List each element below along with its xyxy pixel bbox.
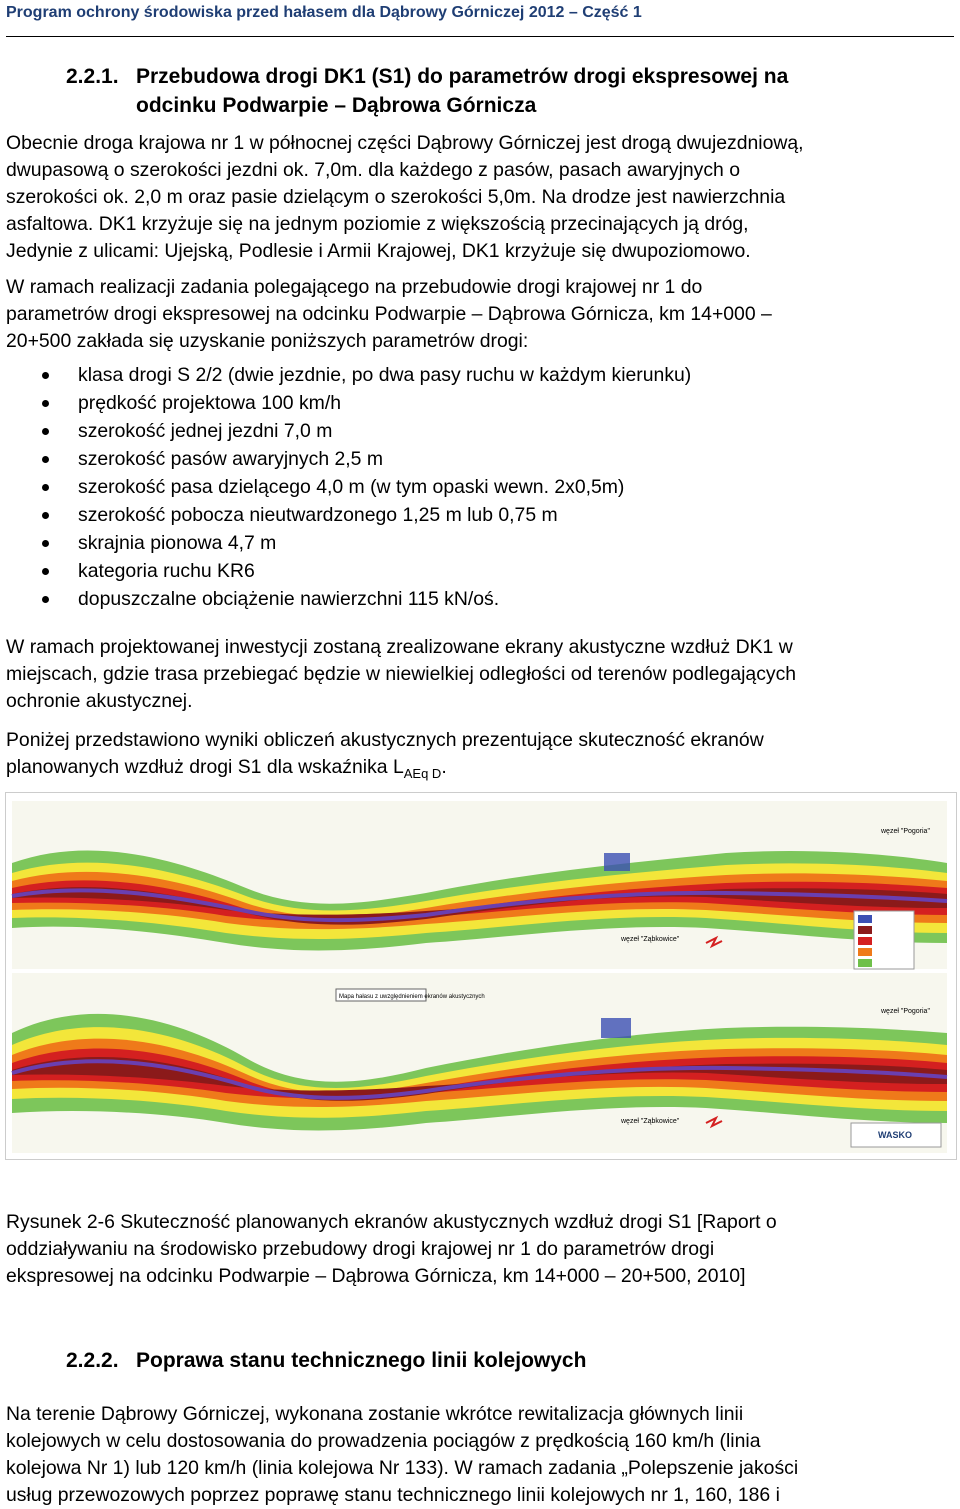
road-parameters-list: [6, 361, 946, 613]
list-item-text: kategoria ruchu KR6: [78, 560, 255, 582]
list-item: [6, 417, 946, 445]
paragraph-results-intro: [6, 727, 956, 787]
paragraph-railway: [6, 1401, 956, 1509]
bullet-icon: [42, 540, 49, 547]
text-line: Jedynie z ulicami: Ujejską, Podlesie i Armii Krajowej, DK1 krzyżuje się dwupoziomowo.: [6, 240, 751, 262]
list-item: [6, 473, 946, 501]
building-cluster: [604, 853, 630, 871]
list-item-text: szerokość pasa dzielącego 4,0 m (w tym opaski wewn. 2x0,5m): [78, 476, 625, 498]
text-line: usług przewozowych poprzez poprawę stanu technicznego linii kolejowych nr 1, 160, 186 i: [6, 1484, 780, 1506]
text-line: W ramach projektowanej inwestycji zostaną zrealizowane ekrany akustyczne wzdłuż DK1 w: [6, 636, 793, 658]
legend-swatch: [858, 948, 872, 956]
text-line: asfaltowa. DK1 krzyżuje się na jednym poziomie z większością przecinających ją dróg,: [6, 213, 749, 235]
node-label-right: węzeł "Pogoria": [881, 1008, 930, 1015]
paragraph-project-scope: [6, 274, 956, 355]
list-item: [6, 501, 946, 529]
list-item: [6, 445, 946, 473]
text-line: ekspresowej na odcinku Podwarpie – Dąbrowa Górnicza, km 14+000 – 20+500, 2010]: [6, 1265, 746, 1288]
text-fragment: .: [441, 756, 447, 778]
text-line: oddziaływaniu na środowisko przebudowy drogi krajowej nr 1 do parametrów drogi: [6, 1238, 715, 1261]
legend-swatch: [858, 959, 872, 967]
bullet-icon: [42, 596, 49, 603]
noise-map-svg: [6, 793, 956, 1159]
paragraph-acoustic-screens: [6, 634, 956, 715]
text-line: Na terenie Dąbrowy Górniczej, wykonana zostanie wkrótce rewitalizacja głównych linii: [6, 1403, 744, 1425]
section-number: 2.2.2.: [66, 1349, 119, 1372]
noise-map-figure: [5, 792, 957, 1160]
text-line: W ramach realizacji zadania polegającego na przebudowie drogi krajowej nr 1 do: [6, 276, 703, 298]
list-item: [6, 557, 946, 585]
bullet-icon: [42, 428, 49, 435]
noise-map-upper: [12, 801, 947, 969]
text-line: kolejowa Nr 1) lub 120 km/h (linia kolejowa Nr 133). W ramach zadania „Polepszenie jakości: [6, 1457, 799, 1479]
section-title: Poprawa stanu technicznego linii kolejowych: [136, 1349, 587, 1372]
bullet-icon: [42, 456, 49, 463]
bullet-icon: [42, 568, 49, 575]
text-line: kolejowych w celu dostosowania do prowadzenia pociągów z prędkością 160 km/h (linia: [6, 1430, 761, 1452]
text-fragment: planowanych wzdłuż drogi S1 dla wskaźnika L: [6, 756, 404, 778]
text-line: parametrów drogi ekspresowej na odcinku Podwarpie – Dąbrowa Górnicza, km 14+000 –: [6, 303, 772, 325]
list-item: [6, 361, 946, 389]
paragraph-current-road: [6, 130, 956, 265]
section-heading-222: [66, 1346, 946, 1375]
index-subscript: AEq D: [403, 765, 442, 781]
node-label-right: węzeł "Pogoria": [881, 828, 930, 835]
text-line: dwupasową o szerokości jezdni ok. 7,0m. dla każdego z pasów, pasach awaryjnych o: [6, 159, 741, 181]
section-title-line1: Przebudowa drogi DK1 (S1) do parametrów drogi ekspresowej na: [136, 65, 789, 88]
text-line: 20+500 zakłada się uzyskanie poniższych parametrów drogi:: [6, 330, 529, 352]
list-item: [6, 529, 946, 557]
header-title: Program ochrony środowiska przed hałasem dla Dąbrowy Górniczej 2012 – Część 1: [6, 4, 642, 21]
list-item-text: szerokość pobocza nieutwardzonego 1,25 m lub 0,75 m: [78, 504, 558, 526]
text-line: Obecnie droga krajowa nr 1 w północnej części Dąbrowy Górniczej jest drogą dwujezdniową,: [6, 132, 804, 154]
list-item-text: szerokość pasów awaryjnych 2,5 m: [78, 448, 383, 470]
text-line: szerokości ok. 2,0 m oraz pasie dzielącym o szerokości 5,0m. Na drodze jest nawierzchnia: [6, 186, 786, 208]
list-item-text: dopuszczalne obciążenie nawierzchni 115 kN/oś.: [78, 588, 500, 610]
node-label-left: węzeł "Ząbkowice": [621, 1118, 680, 1125]
list-item-text: skrajnia pionowa 4,7 m: [78, 532, 277, 554]
bullet-icon: [42, 484, 49, 491]
list-item: [6, 389, 946, 417]
noise-map-lower: [12, 973, 947, 1153]
page-header: [6, 2, 954, 37]
node-label-left: węzeł "Ząbkowice": [621, 936, 680, 943]
list-item-text: prędkość projektowa 100 km/h: [78, 392, 341, 414]
bullet-icon: [42, 400, 49, 407]
legend-swatch: [858, 937, 872, 945]
map-title: Mapa hałasu z uwzględnieniem ekranów akustycznych: [339, 994, 485, 1000]
section-title-line2: odcinku Podwarpie – Dąbrowa Górnicza: [136, 94, 537, 117]
list-item-text: szerokość jednej jezdni 7,0 m: [78, 420, 333, 442]
building-cluster: [601, 1018, 631, 1038]
section-number: 2.2.1.: [66, 65, 119, 88]
text-line: Poniżej przedstawiono wyniki obliczeń akustycznych prezentujące skuteczność ekranów: [6, 729, 764, 751]
legend-swatch: [858, 915, 872, 923]
company-logo: WASKO: [878, 1130, 913, 1140]
bullet-icon: [42, 512, 49, 519]
section-heading-221: [66, 62, 946, 120]
list-item-text: klasa drogi S 2/2 (dwie jezdnie, po dwa pasy ruchu w każdym kierunku): [78, 364, 692, 386]
text-line: miejscach, gdzie trasa przebiegać będzie w niewielkiej odległości od terenów podlegających: [6, 663, 797, 685]
figure-caption: [6, 1209, 956, 1290]
list-item: [6, 585, 946, 613]
bullet-icon: [42, 372, 49, 379]
legend-swatch: [858, 926, 872, 934]
text-line: ochronie akustycznej.: [6, 690, 193, 712]
text-line: [6, 754, 956, 787]
text-line: Rysunek 2-6 Skuteczność planowanych ekranów akustycznych wzdłuż drogi S1 [Raport o: [6, 1211, 777, 1234]
